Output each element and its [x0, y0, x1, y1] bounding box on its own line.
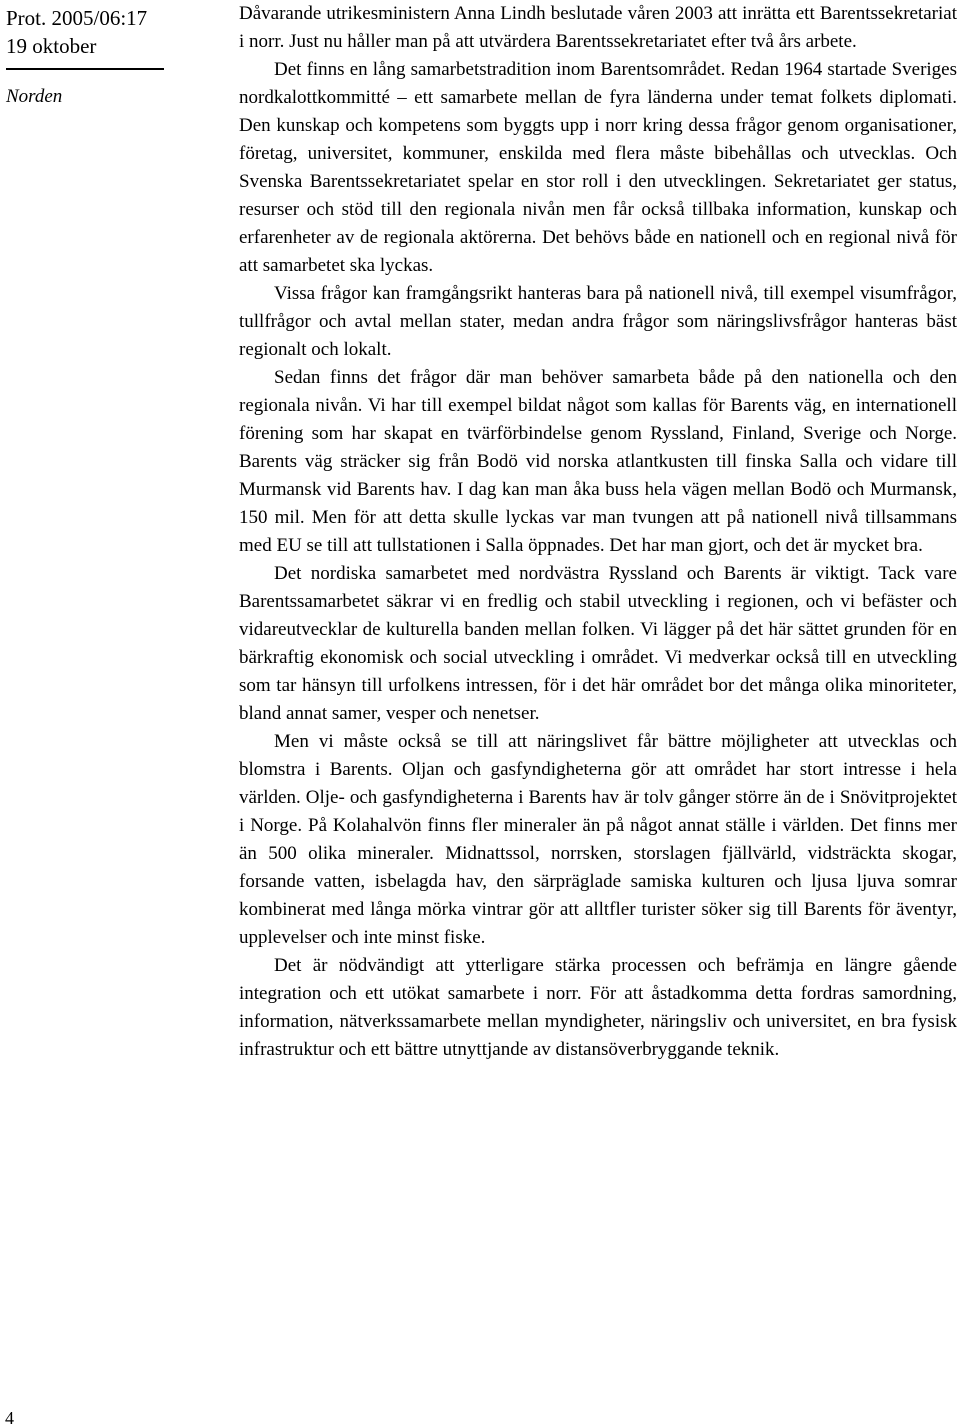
protocol-number: Prot. 2005/06:17 [6, 6, 148, 30]
speech-body [239, 0, 957, 1064]
section-label: Norden [6, 86, 63, 107]
header-divider [6, 68, 164, 70]
paragraph: Det nordiska samarbetet med nordvästra Ryssland och Barents är viktigt. Tack vare Barentssamarbetet säkrar vi en fredlig och stabil utveckling i regionen, och vi befäster och vidareutvecklar de kulturella banden mellan folken. Vi lägger på det här sättet grunden för en bärkraftig ekonomisk och social utveckling i området. Vi medverkar också till en utveckling som tar hänsyn till urfolkens intressen, för i det här området bor det många olika minoriteter, bland annat samer, vesper och nenetser. [239, 563, 957, 724]
paragraph: Vissa frågor kan framgångsrikt hanteras bara på nationell nivå, till exempel visumfrågor, tullfrågor och avtal mellan stater, medan andra frågor som näringslivsfrågor hanteras bäst regionalt och lokalt. [239, 283, 957, 360]
paragraph: Men vi måste också se till att näringslivet får bättre möjligheter att utvecklas och blomstra i Barents. Oljan och gasfyndigheterna gör att området har stort intresse i hela världen. Olje- och gasfyndigheterna i Barents hav är tolv gånger större än de i Snövitprojektet i Norge. På Kolahalvön finns fler mineraler än på något annat ställe i världen. Det finns mer än 500 olika mineraler. Midnattssol, norrsken, storslagen fjällvärld, vidsträckta skogar, forsande vatten, isbelagda hav, den särpräglade samiska kulturen och ljusa ljuva somrar kombinerat med långa mörka vintrar gör att alltfler turister söker sig till Barents för äventyr, upplevelser och inte minst fiske. [239, 731, 957, 948]
paragraph: Sedan finns det frågor där man behöver samarbeta både på den nationella och den regionala nivån. Vi har till exempel bildat något som kallas för Barents väg, en internationell förening som har skapat en tvärförbindelse genom Ryssland, Finland, Sverige och Norge. Barents väg sträcker sig från Bodö vid norska atlantkusten till finska Salla och vidare till Murmansk vid Barents hav. I dag kan man åka buss hela vägen mellan Bodö och Murmansk, 150 mil. Men för att detta skulle lyckas var man tvungen att på nationell nivå tillsammans med EU se till att tullstationen i Salla öppnades. Det har man gjort, och det är mycket bra. [239, 367, 957, 556]
paragraph: Det är nödvändigt att ytterligare stärka processen och befrämja en längre gående integration och ett utökat samarbete i norr. För att åstadkomma detta fordras samordning, information, nätverkssamarbete mellan myndigheter, näringsliv och universitet, en bra fysisk infrastruktur och ett bättre utnyttjande av distansöverbryggande teknik. [239, 955, 957, 1060]
page-number: 4 [5, 1408, 14, 1428]
paragraph: Dåvarande utrikesministern Anna Lindh beslutade våren 2003 att inrätta ett Barentssekretariat i norr. Just nu håller man på att utvärdera Barentssekretariatet efter två års arbete. [239, 3, 957, 52]
margin-header [6, 4, 206, 110]
protocol-date: 19 oktober [6, 34, 97, 58]
paragraph: Det finns en lång samarbetstradition inom Barentsområdet. Redan 1964 startade Sveriges nordkalottkommitté – ett samarbete mellan de fyra länderna under temat folkets diplomati. Den kunskap och kompetens som byggts upp i norr kring dessa frågor genom organisationer, företag, universitet, kommuner, enskilda med flera måste bibehållas och utvecklas. Och Svenska Barentssekretariatet spelar en stor roll i den utvecklingen. Sekretariatet ger status, resurser och stöd till den regionala nivån men får också tillbaka information, kunskap och erfarenheter av de regionala aktörerna. Det behövs både en nationell och en regional nivå för att samarbetet ska lyckas. [239, 59, 957, 276]
